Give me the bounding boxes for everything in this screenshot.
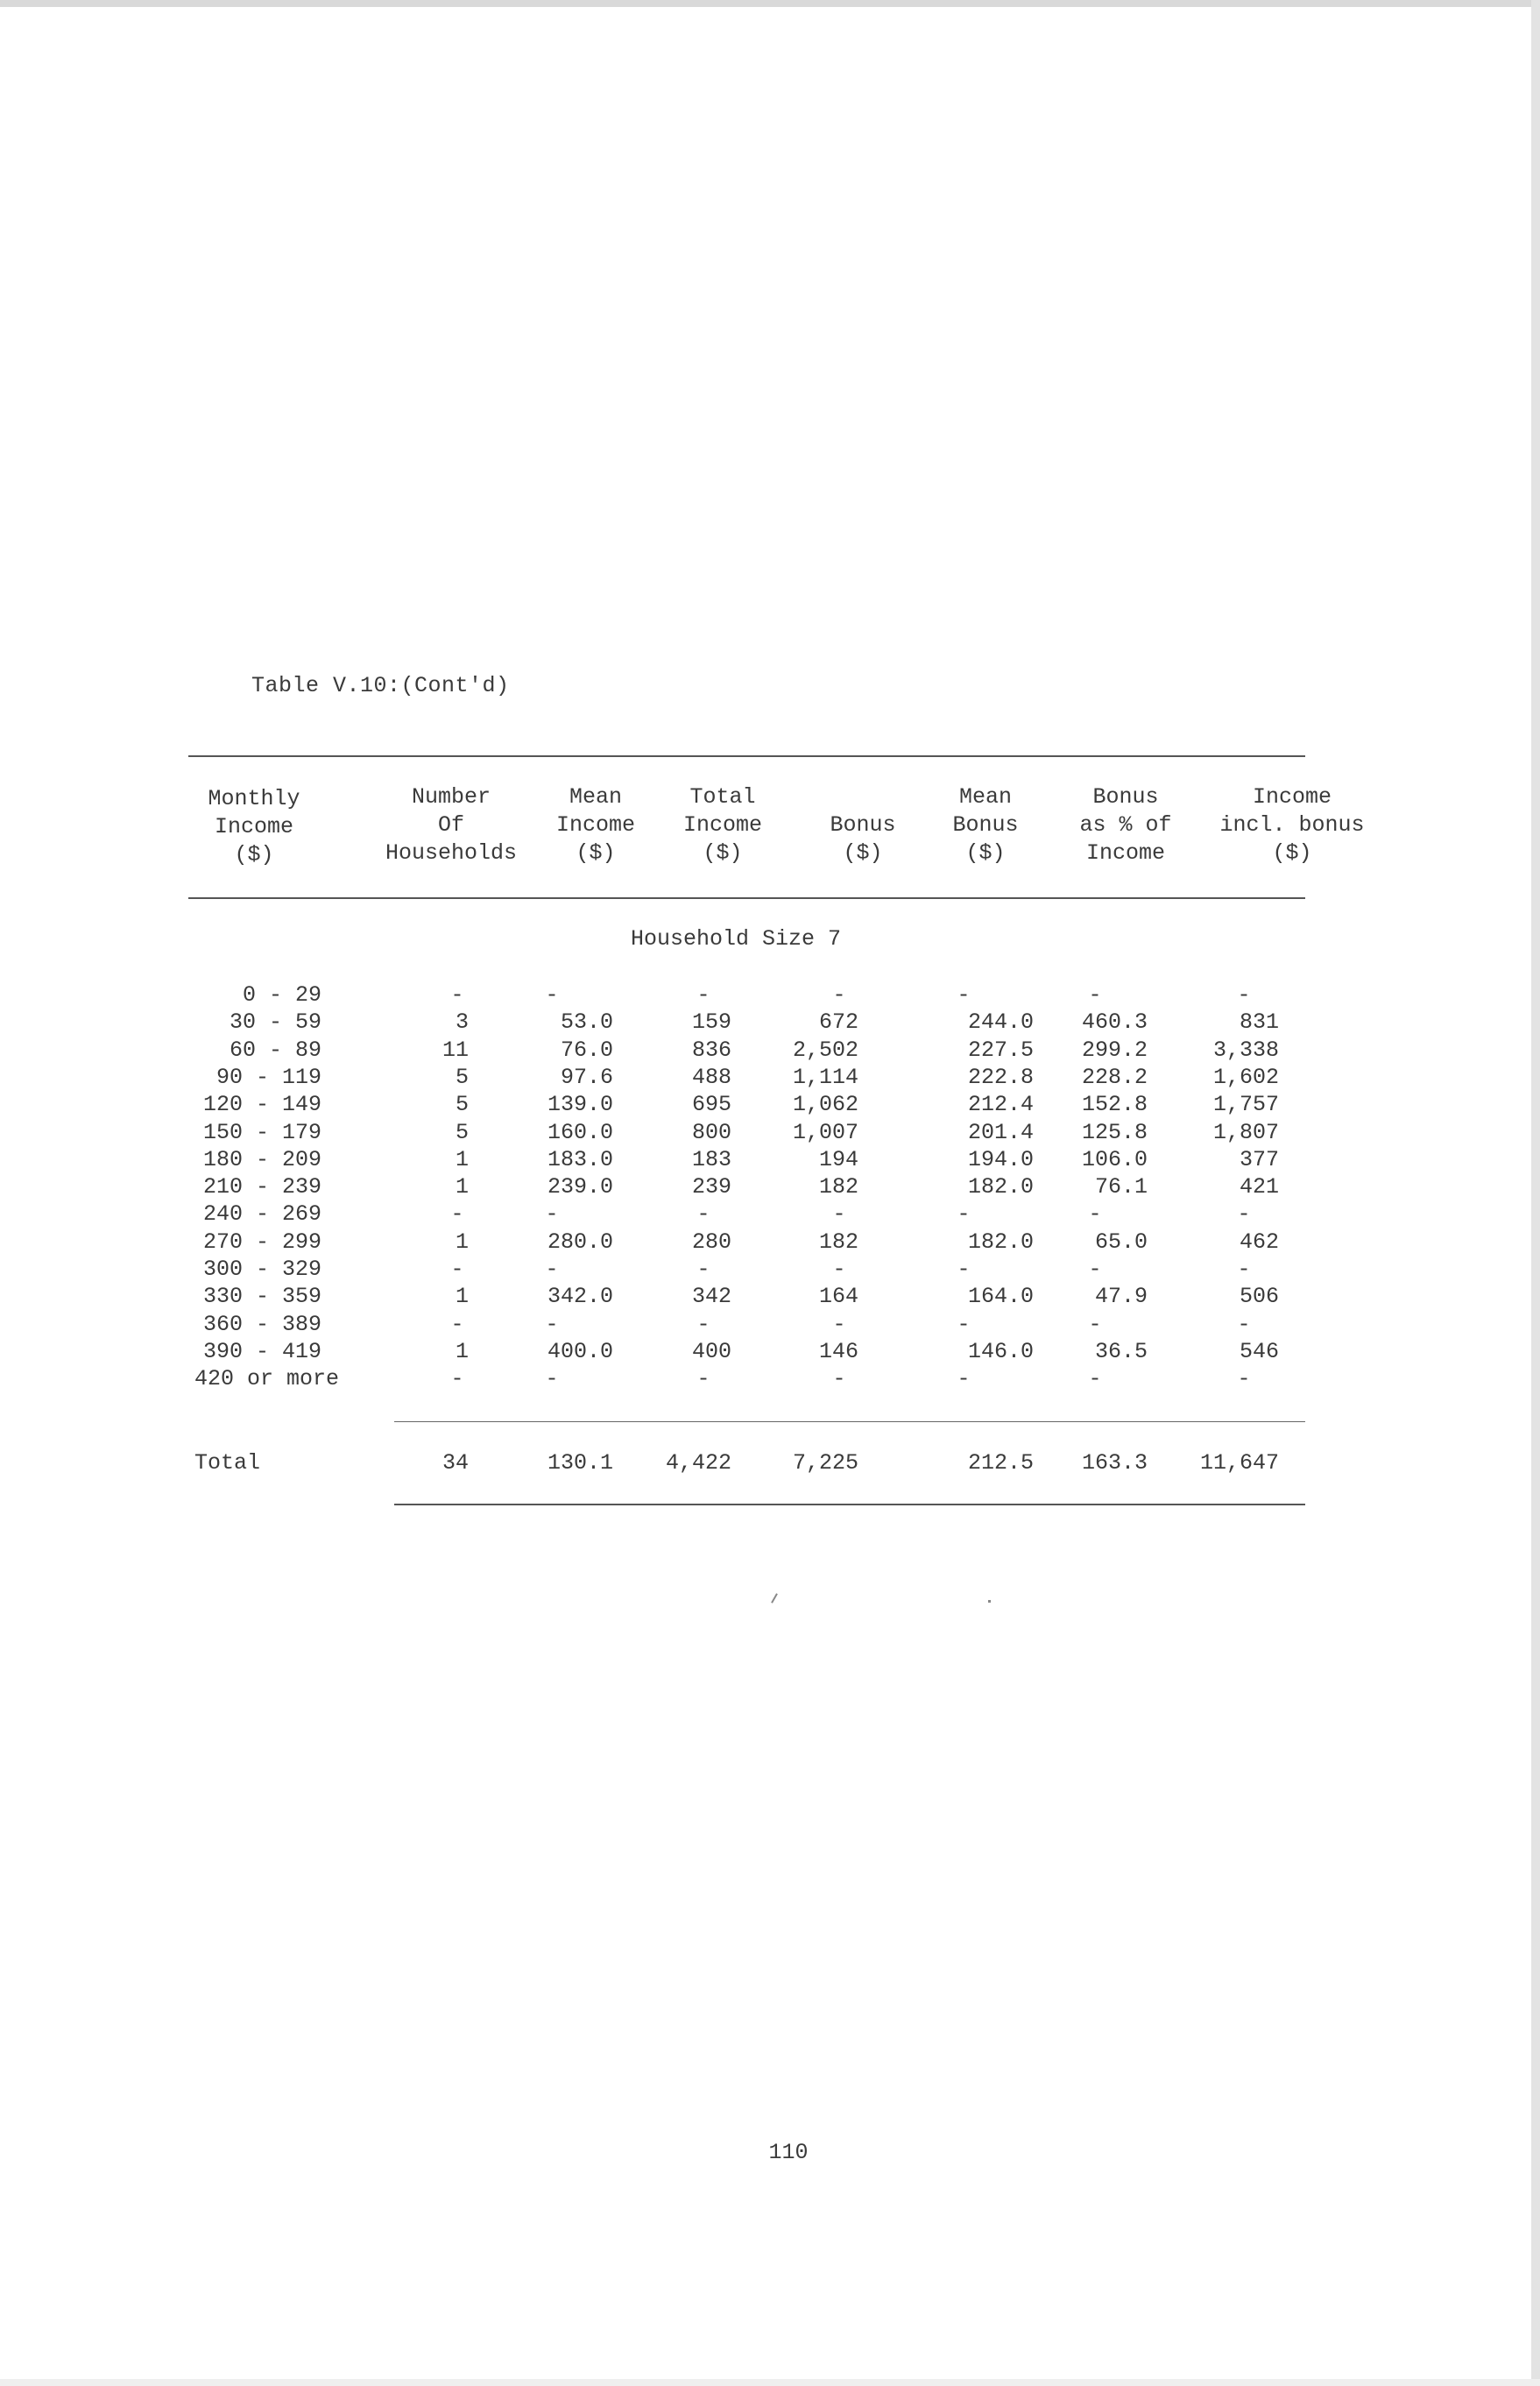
cell-mean-bonus: 182.0 [967,1174,1034,1200]
cell-income-incl: 3,338 [1212,1037,1279,1063]
bottom-rule [394,1504,1305,1505]
cell-total-income: 342 [691,1284,731,1310]
cell-total-income: 280 [691,1228,731,1255]
cell-mean-income: 239.0 [547,1174,613,1200]
cell-mean-bonus: - [957,1366,971,1392]
cell-mean-income: 97.6 [560,1064,613,1090]
cell-households: 3 [455,1009,469,1036]
cell-households: 1 [455,1228,469,1255]
cell-income-incl: 377 [1239,1146,1279,1172]
cell-income-incl: 1,602 [1212,1064,1279,1090]
cell-mean-bonus: 194.0 [967,1146,1034,1172]
cell-monthly-income: 240 - 269 [202,1201,321,1228]
cell-total-income: - [696,1366,710,1392]
cell-bonus-pct: 106.0 [1081,1146,1148,1172]
page-number: 110 [768,2140,809,2165]
cell-total-income: 400 [691,1338,731,1364]
cell-bonus: - [832,1366,846,1392]
cell-monthly-income: 90 - 119 [215,1064,321,1090]
cell-monthly-income: 150 - 179 [202,1119,321,1145]
cell-total-income: 800 [691,1119,731,1145]
cell-monthly-income: 390 - 419 [202,1338,321,1364]
cell-income-incl: 1,807 [1212,1119,1279,1145]
cell-bonus-pct: 36.5 [1094,1338,1148,1364]
cell-households: 11 [442,1037,469,1063]
cell-monthly-income: 120 - 149 [202,1092,321,1118]
total-total-income: 4,422 [665,1450,731,1476]
cell-income-incl: - [1237,1366,1251,1392]
scan-speck [988,1600,991,1603]
cell-bonus: 672 [818,1009,858,1036]
cell-income-incl: - [1237,982,1251,1008]
cell-mean-income: 280.0 [547,1228,613,1255]
cell-households: 1 [455,1284,469,1310]
cell-bonus-pct: 47.9 [1094,1284,1148,1310]
cell-bonus-pct: 65.0 [1094,1228,1148,1255]
cell-households: - [450,1201,464,1228]
cell-bonus-pct: 125.8 [1081,1119,1148,1145]
cell-bonus-pct: - [1088,1311,1102,1337]
cell-mean-bonus: - [957,1257,971,1282]
cell-bonus: 164 [818,1284,858,1310]
page-edge-bottom [0,2379,1540,2386]
cell-bonus: 1,062 [792,1092,858,1118]
cell-bonus: 1,114 [792,1064,858,1090]
cell-bonus-pct: 299.2 [1081,1037,1148,1063]
cell-total-income: 695 [691,1092,731,1118]
header-bonus: Bonus ($) [830,812,896,866]
cell-mean-bonus: 244.0 [967,1009,1034,1036]
cell-monthly-income: 270 - 299 [202,1228,321,1255]
cell-mean-income: 139.0 [547,1092,613,1118]
cell-households: - [450,982,464,1008]
header-mean-income: Mean Income ($) [555,784,635,866]
cell-bonus-pct: - [1088,1366,1102,1392]
cell-mean-bonus: 201.4 [967,1119,1034,1145]
cell-total-income: 183 [691,1146,731,1172]
cell-monthly-income: 30 - 59 [229,1009,321,1036]
cell-mean-income: 342.0 [547,1284,613,1310]
total-bonus: 7,225 [792,1450,858,1476]
table-caption: Table V.10:(Cont'd) [251,673,510,698]
total-top-rule [394,1421,1305,1422]
cell-bonus: 1,007 [792,1119,858,1145]
cell-total-income: 836 [691,1037,731,1063]
cell-mean-bonus: - [957,1311,971,1337]
cell-bonus: 194 [818,1146,858,1172]
cell-monthly-income: 180 - 209 [202,1146,321,1172]
cell-monthly-income: 60 - 89 [229,1037,321,1063]
cell-mean-income: - [545,1311,559,1337]
cell-bonus: - [832,1311,846,1337]
cell-mean-bonus: 164.0 [967,1284,1034,1310]
cell-bonus: 182 [818,1174,858,1200]
cell-mean-bonus: - [957,1201,971,1228]
cell-bonus-pct: 460.3 [1081,1009,1148,1036]
header-total-income: Total Income ($) [682,784,762,866]
cell-households: - [450,1366,464,1392]
cell-households: 5 [455,1119,469,1145]
cell-mean-income: 160.0 [547,1119,613,1145]
cell-income-incl: 831 [1239,1009,1279,1036]
cell-total-income: - [696,982,710,1008]
cell-income-incl: - [1237,1201,1251,1228]
cell-income-incl: 462 [1239,1228,1279,1255]
cell-bonus-pct: 152.8 [1081,1092,1148,1118]
cell-mean-income: - [545,1366,559,1392]
cell-households: 1 [455,1146,469,1172]
total-mean-income: 130.1 [547,1450,613,1476]
page-edge-top [0,0,1531,7]
cell-households: - [450,1311,464,1337]
cell-mean-bonus: - [957,982,971,1008]
cell-households: 1 [455,1338,469,1364]
cell-bonus: 182 [818,1228,858,1255]
cell-total-income: - [696,1311,710,1337]
cell-total-income: 488 [691,1064,731,1090]
cell-bonus-pct: - [1088,1257,1102,1282]
cell-income-incl: - [1237,1311,1251,1337]
cell-mean-bonus: 227.5 [967,1037,1034,1063]
cell-monthly-income: 0 - 29 [242,982,321,1008]
header-monthly-income: Monthly Income ($) [208,786,300,867]
cell-mean-income: - [545,1201,559,1228]
total-bonus-pct: 163.3 [1081,1450,1148,1476]
cell-income-incl: 506 [1239,1284,1279,1310]
cell-monthly-income: 330 - 359 [202,1284,321,1310]
cell-bonus: 146 [818,1338,858,1364]
cell-total-income: - [696,1257,710,1282]
cell-mean-bonus: 146.0 [967,1338,1034,1364]
total-mean-bonus: 212.5 [967,1450,1034,1476]
cell-bonus-pct: - [1088,1201,1102,1228]
cell-households: 5 [455,1064,469,1090]
header-number-of-households: Number Of Households [385,784,518,866]
header-income-incl-bonus: Income incl. bonus ($) [1219,784,1365,866]
cell-mean-bonus: 222.8 [967,1064,1034,1090]
cell-households: 5 [455,1092,469,1118]
cell-bonus-pct: 228.2 [1081,1064,1148,1090]
cell-bonus: - [832,1201,846,1228]
cell-mean-income: - [545,1257,559,1282]
header-bonus-pct: Bonus as % of Income [1079,784,1172,866]
cell-bonus-pct: - [1088,982,1102,1008]
header-mean-bonus: Mean Bonus ($) [952,784,1019,866]
scan-speck [771,1593,778,1603]
cell-total-income: 239 [691,1174,731,1200]
total-income-incl: 11,647 [1199,1450,1279,1476]
cell-total-income: - [696,1201,710,1228]
cell-monthly-income: 420 or more [194,1366,340,1392]
cell-bonus-pct: 76.1 [1094,1174,1148,1200]
cell-monthly-income: 360 - 389 [202,1311,321,1337]
cell-bonus: - [832,982,846,1008]
cell-mean-income: 76.0 [560,1037,613,1063]
page-edge-right [1531,0,1540,2386]
total-label: Total [194,1450,261,1476]
top-rule [188,755,1305,757]
cell-mean-bonus: 212.4 [967,1092,1034,1118]
cell-bonus: - [832,1257,846,1282]
cell-mean-income: 183.0 [547,1146,613,1172]
cell-monthly-income: 210 - 239 [202,1174,321,1200]
cell-households: - [450,1257,464,1282]
cell-income-incl: 421 [1239,1174,1279,1200]
cell-mean-income: - [545,982,559,1008]
section-title: Household Size 7 [630,926,842,952]
cell-income-incl: 546 [1239,1338,1279,1364]
cell-monthly-income: 300 - 329 [202,1257,321,1282]
cell-mean-bonus: 182.0 [967,1228,1034,1255]
cell-income-incl: 1,757 [1212,1092,1279,1118]
cell-total-income: 159 [691,1009,731,1036]
cell-mean-income: 53.0 [560,1009,613,1036]
cell-bonus: 2,502 [792,1037,858,1063]
header-rule [188,897,1305,899]
cell-income-incl: - [1237,1257,1251,1282]
cell-households: 1 [455,1174,469,1200]
total-households: 34 [442,1450,469,1476]
cell-mean-income: 400.0 [547,1338,613,1364]
